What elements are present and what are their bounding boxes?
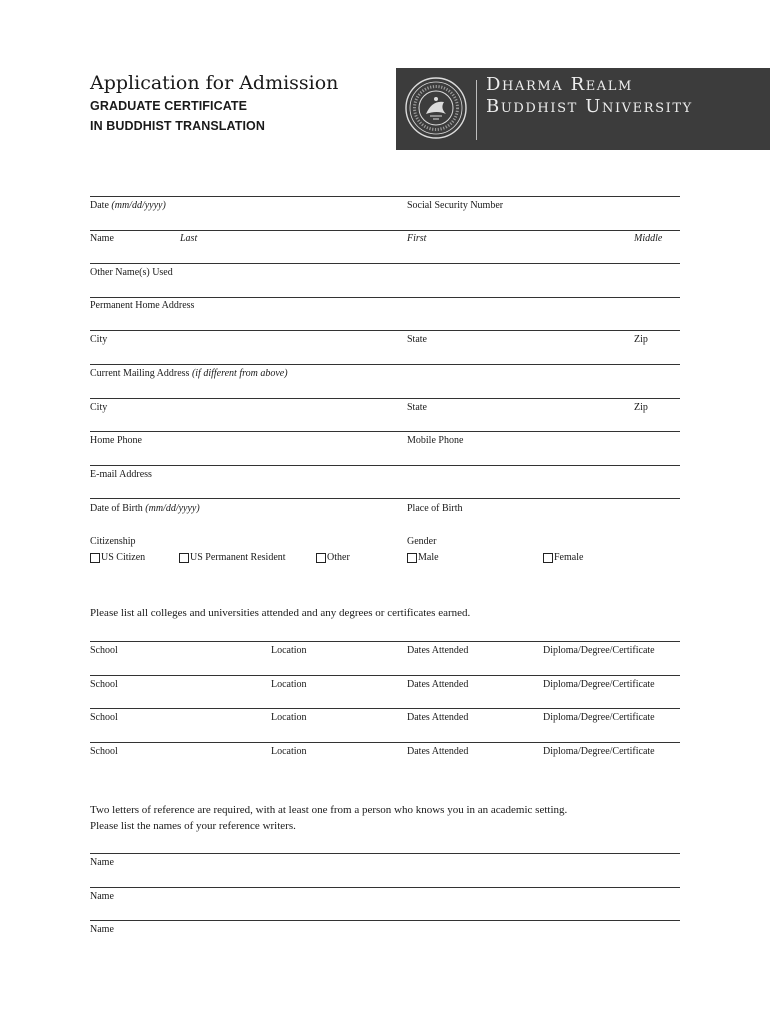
pob-label: Place of Birth [407, 503, 463, 514]
zip-label: Zip [634, 334, 648, 345]
references-instruction-line1: Two letters of reference are required, with at least one from a person who knows you in an academic setting. [90, 804, 568, 816]
state-label: State [407, 334, 427, 345]
checkbox-us-citizen[interactable]: US Citizen [90, 552, 145, 563]
banner-divider [476, 80, 477, 140]
reference-name-label: Name [90, 891, 114, 902]
checkbox-icon[interactable] [407, 553, 417, 563]
form-line [90, 465, 680, 466]
dates-attended-label: Dates Attended [407, 712, 469, 723]
mobile-phone-label: Mobile Phone [407, 435, 464, 446]
gender-label: Gender [407, 536, 437, 547]
checkbox-other[interactable]: Other [316, 552, 350, 563]
checkbox-female[interactable]: Female [543, 552, 583, 563]
checkbox-icon[interactable] [543, 553, 553, 563]
form-line [90, 920, 680, 921]
degree-label: Diploma/Degree/Certificate [543, 746, 655, 757]
ssn-label: Social Security Number [407, 200, 504, 211]
location-label: Location [271, 679, 307, 690]
name-label: Name [90, 233, 114, 244]
dates-attended-label: Dates Attended [407, 645, 469, 656]
references-instruction-line2: Please list the names of your reference writers. [90, 820, 296, 832]
mailing-address-label: Current Mailing Address (if different from above) [90, 368, 288, 379]
degree-label: Diploma/Degree/Certificate [543, 645, 655, 656]
dates-attended-label: Dates Attended [407, 679, 469, 690]
page-title: Application for Admission [90, 72, 339, 94]
form-line [90, 196, 680, 197]
degree-label: Diploma/Degree/Certificate [543, 712, 655, 723]
last-name-label: Last [180, 233, 198, 244]
city-label: City [90, 334, 108, 345]
date-label: Date (mm/dd/yyyy) [90, 200, 166, 211]
location-label: Location [271, 645, 307, 656]
form-line [90, 263, 680, 264]
form-line [90, 398, 680, 399]
email-label: E-mail Address [90, 469, 152, 480]
program-title-line1: GRADUATE CERTIFICATE [90, 99, 248, 113]
home-address-label: Permanent Home Address [90, 300, 195, 311]
middle-name-label: Middle [634, 233, 663, 244]
checkbox-icon[interactable] [90, 553, 100, 563]
university-name-line2: Buddhist University [486, 96, 693, 117]
degree-label: Diploma/Degree/Certificate [543, 679, 655, 690]
form-line [90, 498, 680, 499]
form-line [90, 330, 680, 331]
location-label: Location [271, 746, 307, 757]
school-label: School [90, 712, 118, 723]
home-phone-label: Home Phone [90, 435, 142, 446]
city-label: City [90, 402, 108, 413]
school-label: School [90, 679, 118, 690]
form-line [90, 675, 680, 676]
university-seal-icon [404, 76, 468, 140]
university-banner [396, 68, 770, 150]
zip-label: Zip [634, 402, 648, 413]
checkbox-male[interactable]: Male [407, 552, 439, 563]
education-instruction: Please list all colleges and universities attended and any degrees or certificates earned. [90, 607, 471, 619]
checkbox-icon[interactable] [316, 553, 326, 563]
form-line [90, 364, 680, 365]
reference-name-label: Name [90, 857, 114, 868]
form-line [90, 853, 680, 854]
checkbox-us-permanent-resident[interactable]: US Permanent Resident [179, 552, 286, 563]
dob-label: Date of Birth (mm/dd/yyyy) [90, 503, 200, 514]
form-line [90, 641, 680, 642]
checkbox-icon[interactable] [179, 553, 189, 563]
citizenship-label: Citizenship [90, 536, 136, 547]
other-names-label: Other Name(s) Used [90, 267, 173, 278]
form-line [90, 742, 680, 743]
reference-name-label: Name [90, 924, 114, 935]
first-name-label: First [407, 233, 427, 244]
form-line [90, 297, 680, 298]
form-line [90, 431, 680, 432]
school-label: School [90, 645, 118, 656]
form-line [90, 708, 680, 709]
program-title-line2: IN BUDDHIST TRANSLATION [90, 119, 265, 133]
dates-attended-label: Dates Attended [407, 746, 469, 757]
school-label: School [90, 746, 118, 757]
form-line [90, 887, 680, 888]
university-name-line1: Dharma Realm [486, 74, 633, 95]
state-label: State [407, 402, 427, 413]
form-line [90, 230, 680, 231]
location-label: Location [271, 712, 307, 723]
